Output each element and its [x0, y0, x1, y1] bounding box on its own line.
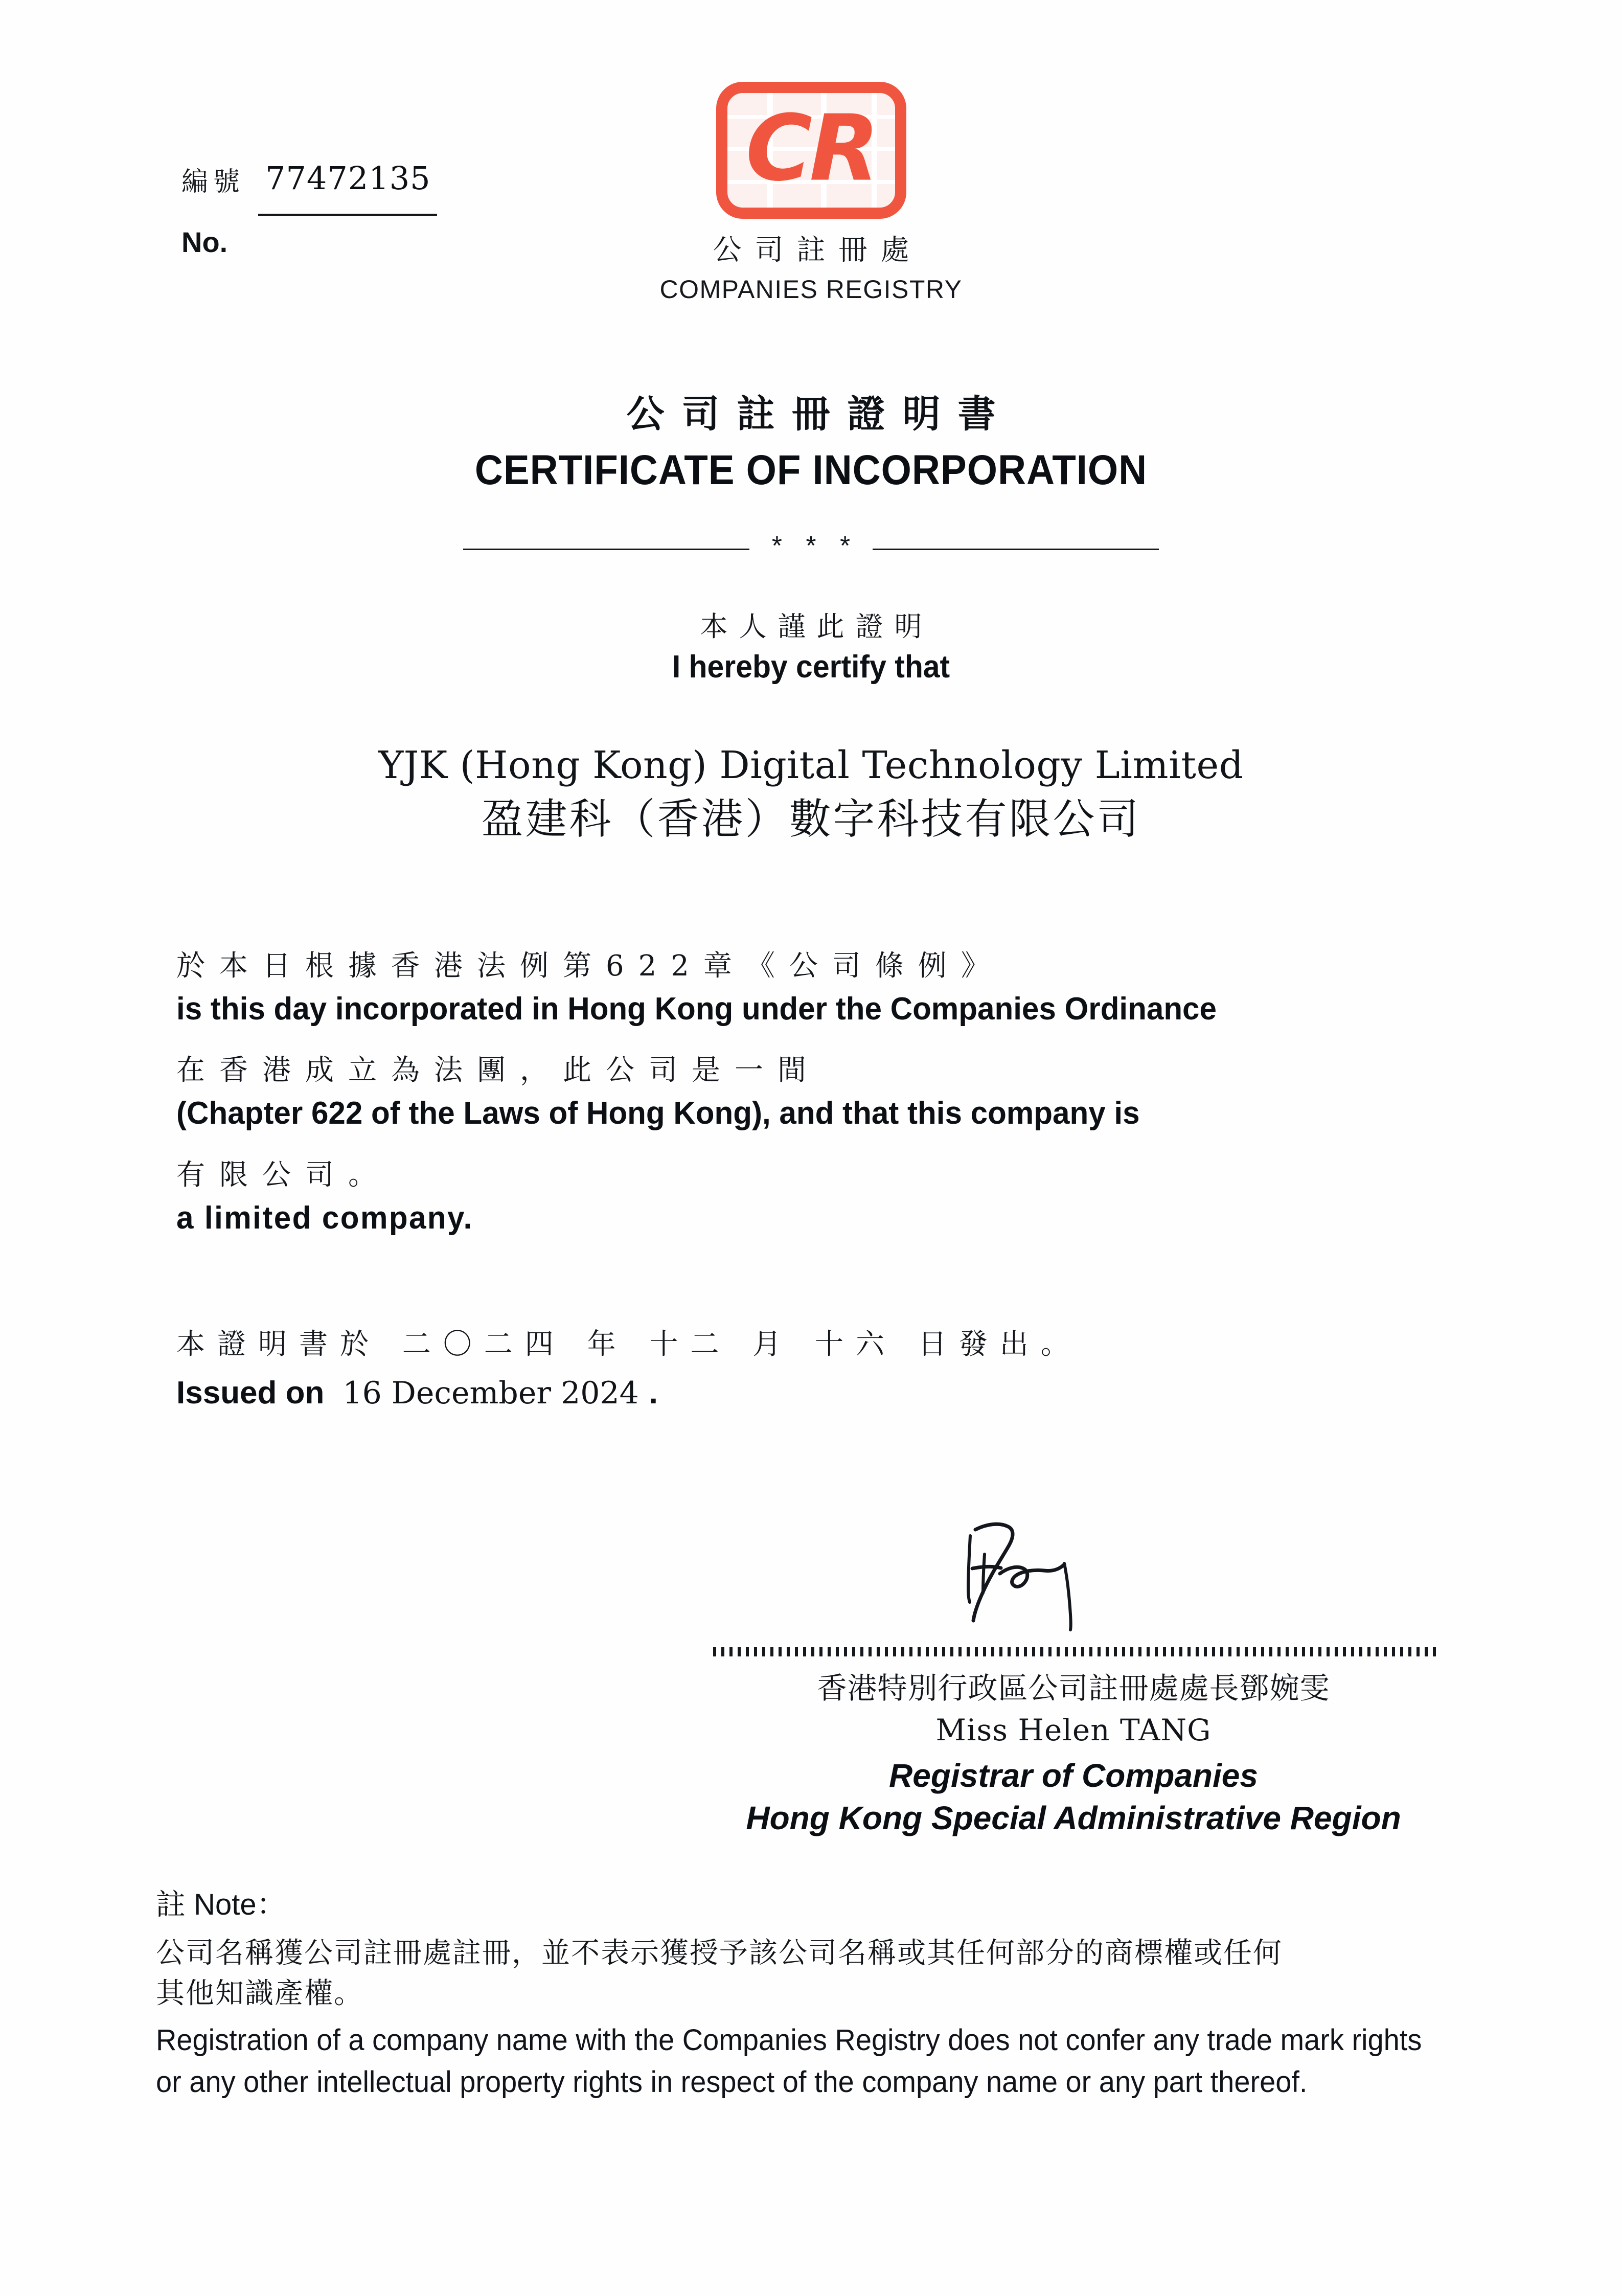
registrar-signature: [705, 1498, 1442, 1646]
body-paragraph: [176, 1157, 1485, 1237]
issued-on-period: .: [649, 1375, 658, 1411]
signature-dotted-line: [713, 1647, 1436, 1656]
cr-logo-letters: CR: [745, 95, 877, 201]
registrar-details: [603, 1671, 1544, 1838]
note-block: [156, 1886, 1546, 2103]
page-title-cn: 公司註冊證明書: [626, 392, 1013, 436]
body-paragraph-cn: 於本日根據香港法例第622章《公司條例》: [176, 949, 1004, 983]
body-paragraph: [176, 1053, 1485, 1132]
divider-asterisks: * * *: [771, 531, 859, 561]
registry-name-en: COMPANIES REGISTRY: [659, 275, 963, 304]
registrar-name-en: Miss Helen TANG: [935, 1712, 1212, 1747]
issued-on-date: 16 December 2024: [342, 1375, 639, 1411]
certify-statement: [0, 611, 1622, 685]
note-text-en-line-2: or any other intellectual property rights in respect of the company name or any part thereof.: [156, 2065, 1308, 2099]
signature-icon: [951, 1498, 1166, 1646]
body-paragraph-en: (Chapter 622 of the Laws of Hong Kong), and that this company is: [176, 1096, 1140, 1131]
issued-date-en-row: [176, 1375, 1485, 1411]
page-title-en: CERTIFICATE OF INCORPORATION: [474, 447, 1148, 494]
issued-on-label: Issued on: [176, 1375, 325, 1411]
issued-block: [176, 1327, 1485, 1411]
body-paragraph: [176, 948, 1485, 1028]
registrar-title-en: Registrar of Companies: [889, 1757, 1258, 1794]
note-text-en-line-1: Registration of a company name with the Companies Registry does not confer any trade mark rights: [156, 2023, 1422, 2057]
incorporation-body: [176, 948, 1485, 1262]
note-text-cn-line-1: 公司名稱獲公司註冊處註冊，並不表示獲授予該公司名稱或其任何部分的商標權或任何: [156, 1936, 1283, 1970]
certify-statement-cn: 本人謹此證明: [700, 610, 933, 643]
divider-rule-right: [873, 549, 1159, 550]
body-paragraph-en: is this day incorporated in Hong Kong under the Companies Ordinance: [176, 991, 1217, 1027]
body-paragraph-cn: 在香港成立為法團，此公司是一間: [176, 1054, 820, 1087]
issued-date-cn: 本證明書於 二〇二四 年 十二 月 十六 日發出。: [176, 1328, 1082, 1361]
title-divider: [0, 531, 1622, 562]
certificate-number-label-cn: 編號: [181, 167, 245, 197]
page-title: [0, 394, 1622, 494]
body-paragraph-en: a limited company.: [176, 1200, 473, 1236]
certify-statement-en: I hereby certify that: [672, 649, 950, 685]
registrar-title-cn: 香港特別行政區公司註冊處處長鄧婉雯: [817, 1671, 1330, 1706]
company-name-cn: 盈建科（香港）數字科技有限公司: [481, 795, 1141, 844]
divider-rule-left: [463, 549, 749, 550]
company-name-block: [0, 744, 1622, 845]
company-name-en: YJK (Hong Kong) Digital Technology Limited: [378, 743, 1244, 787]
certificate-number-value: 77472135: [265, 160, 431, 197]
companies-registry-logo-block: [0, 82, 1622, 304]
body-paragraph-cn: 有限公司。: [176, 1158, 391, 1192]
note-text-cn-line-2: 其他知識產權。: [156, 1977, 363, 2011]
note-heading: 註 Note：: [156, 1888, 286, 1921]
registry-name-cn: 公司註冊處: [713, 234, 923, 267]
registrar-region-en: Hong Kong Special Administrative Region: [746, 1799, 1401, 1836]
cr-logo-icon: [716, 82, 906, 219]
certificate-number-label-en: No.: [181, 226, 228, 258]
